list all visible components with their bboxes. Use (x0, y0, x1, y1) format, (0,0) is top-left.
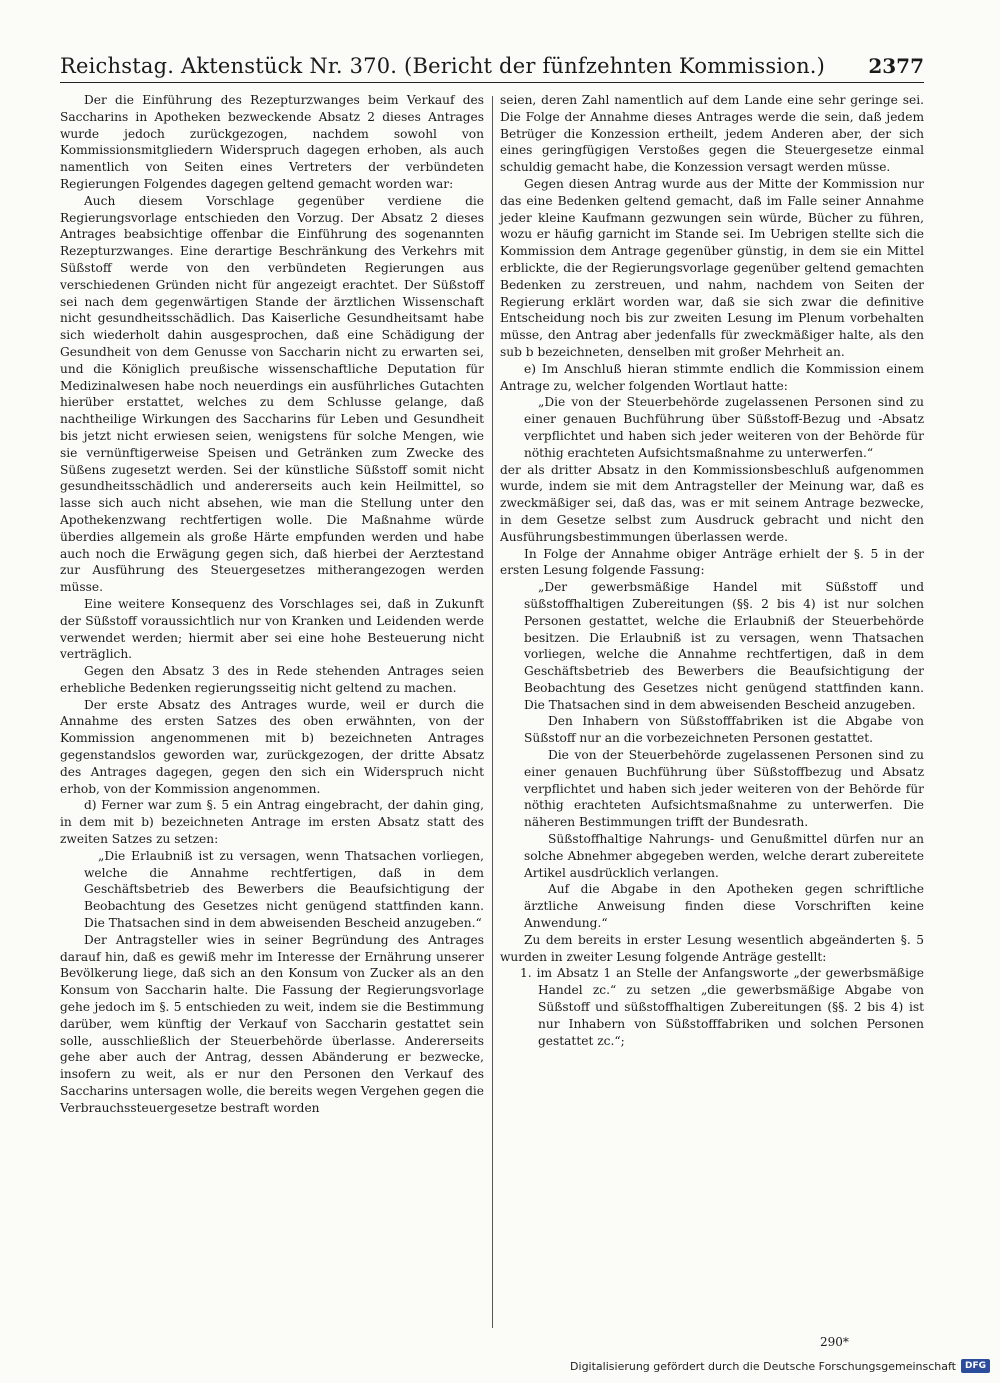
paragraph: Eine weitere Konsequenz des Vorschlages sei, daß in Zukunft der Süßstoff voraussichtlich nur von Kranken und Leidenden werde verwendet werden; hiermit aber sei eine hohe Besteuerung nicht verträglich. (60, 596, 484, 662)
sheet-signature: 290* (820, 1335, 849, 1349)
footer (570, 1359, 990, 1373)
quoted-text: Süßstoffhaltige Nahrungs- und Genußmittel dürfen nur an solche Abnehmer abgegeben werden, welche derart zubereitete Artikel ausdrücklich verlangen. (524, 832, 924, 880)
list-item: 1. im Absatz 1 an Stelle der Anfangsworte „der gewerbsmäßige Handel zc.“ zu setzen „die gewerbsmäßige Abgabe von Süßstoff und süßstoffhaltigen Zubereitungen (§§. 2 bis 4) ist nur Inhabern von Süßstofffabriken und solchen Personen gestattet zc.“; (520, 966, 924, 1048)
quoted-text: Die von der Steuerbehörde zugelassenen Personen sind zu einer genauen Buchführung über Süßstoffbezug und Absatz verpflichtet und haben sich jeder weiteren von der Behörde für nöthig erachteten Aufsichtsmaßnahme zu unterwerfen. Die näheren Bestimmungen trifft der Bundesrath. (524, 748, 924, 830)
right-column (500, 92, 924, 1049)
paragraph: der als dritter Absatz in den Kommissionsbeschluß aufgenommen wurde, indem sie mit dem Antragsteller der Meinung war, daß es zweckmäßiger sei, daß das, was er mit seinem Antrage bezwecke, in dem Gesetze selbst zum Ausdruck gebracht und nicht den Ausführungsbestimmungen überlassen werde. (500, 462, 924, 544)
paragraph: Zu dem bereits in erster Lesung wesentlich abgeänderten §. 5 wurden in zweiter Lesung folgende Anträge gestellt: (500, 932, 924, 964)
column-divider (492, 96, 493, 1328)
paragraph: Der Antragsteller wies in seiner Begründung des Antrages darauf hin, daß es gewiß mehr im Interesse der Ernährung unserer Bevölkerung liege, daß sich an den Konsum von Zucker als an den Konsum von Saccharin halte. Die Fassung der Regierungsvorlage gehe jedoch im §. 5 entschieden zu weit, indem sie die Bestimmung darüber, wem künftig der Verkauf von Saccharin gestattet sein solle, ausschließlich der Steuerbehörde überlasse. Andererseits gehe aber auch der Antrag, dessen Abänderung er bezwecke, insofern zu weit, als er nur den Personen den Verkauf des Saccharins untersagen wolle, die bereits wegen Vergehen gegen die Verbrauchssteuergesetze bestraft worden (60, 932, 484, 1115)
paragraph: Der die Einführung des Rezepturzwanges beim Verkauf des Saccharins in Apotheken bezweckende Absatz 2 dieses Antrages wurde jedoch zurückgezogen, nachdem sowohl von Kommissionsmitgliedern Widerspruch dagegen erhoben, als auch namentlich von Seiten eines Vertreters der verbündeten Regierungen Folgendes dagegen geltend gemacht worden war: (60, 93, 484, 191)
paragraph: Gegen diesen Antrag wurde aus der Mitte der Kommission nur das eine Bedenken geltend gemacht, daß im Falle seiner Annahme jeder kleine Kaufmann gezwungen sein würde, Bücher zu führen, wozu er häufig garnicht im Stande sei. Im Uebrigen stellte sich die Kommission dem Antrage gegenüber günstig, in dem sie ein Mittel erblickte, die der Regierungsvorlage gegenüber geltend gemachten Bedenken zu zerstreuen, und nahm, nachdem von Seiten der Regierung erklärt worden war, daß sie sich zwar die definitive Entscheidung noch bis zur zweiten Lesung im Plenum vorbehalten müsse, den Antrag aber jedenfalls für zweckmäßiger halte, als den sub b bezeichneten, denselben mit großer Mehrheit an. (500, 176, 924, 359)
left-column (60, 92, 484, 1117)
page-number: 2377 (868, 54, 924, 78)
dfg-logo: DFG (961, 1359, 990, 1373)
paragraph: e) Im Anschluß hieran stimmte endlich die Kommission einem Antrage zu, welcher folgenden Wortlaut hatte: (500, 361, 924, 393)
footer-text: Digitalisierung gefördert durch die Deutsche Forschungsgemeinschaft (570, 1359, 956, 1373)
paragraph: Gegen den Absatz 3 des in Rede stehenden Antrages seien erhebliche Bedenken regierungsseitig nicht geltend zu machen. (60, 664, 484, 695)
quoted-text: „Der gewerbsmäßige Handel mit Süßstoff und süßstoffhaltigen Zubereitungen (§§. 2 bis 4) ist nur solchen Personen gestattet, welche die Erlaubniß der Steuerbehörde besitzen. Die Erlaubniß ist zu versagen, wenn Thatsachen vorliegen, welche die Annahme rechtfertigen, daß in dem Geschäftsbetrieb des Bewerbers die Beaufsichtigung der Beobachtung des Gesetzes nicht genügend stattfinden kann. Die Thatsachen sind in dem abweisenden Bescheid anzugeben. (524, 580, 924, 712)
paragraph: In Folge der Annahme obiger Anträge erhielt der §. 5 in der ersten Lesung folgende Fassung: (500, 546, 924, 578)
paragraph: Auch diesem Vorschlage gegenüber verdiene die Regierungsvorlage entschieden den Vorzug. Der Absatz 2 dieses Antrages beabsichtige offenbar die Einführung des sogenannten Rezepturzwanges. Eine derartige Beschränkung des Verkehrs mit Süßstoff werde von den verbündeten Regierungen aus verschiedenen Gründen nicht für angezeigt erachtet. Der Süßstoff sei nach dem gegenwärtigen Stande der ärztlichen Wissenschaft nicht gesundheitsschädlich. Das Kaiserliche Gesundheitsamt habe sich wiederholt dahin ausgesprochen, daß eine Schädigung der Gesundheit von dem Genusse von Saccharin nicht zu erwarten sei, und die Königlich preußische wissenschaftliche Deputation für Medizinalwesen habe noch neuerdings ein ausführliches Gutachten hierüber erstattet, welches zu dem Schlusse gelange, daß nachtheilige Wirkungen des Saccharins für Leben und Gesundheit bis jetzt nicht erwiesen seien, wenigstens für solche Mengen, wie sie vernünftigerweise Speisen und Getränken zum Zwecke des Süßens zugesetzt werden. Sei der künstliche Süßstoff somit nicht gesundheitsschädlich und andererseits auch kein Heilmittel, so lasse sich auch nicht absehen, wie man die Stellung unter den Apothekenzwang rechtfertigen wolle. Die Maßnahme würde überdies allgemein als große Härte empfunden werden und habe auch noch die Erwägung gegen sich, daß hierbei der Aerztestand zur Ausführung des Steuergesetzes mitherangezogen werden müsse. (60, 193, 484, 595)
quoted-text: Auf die Abgabe in den Apotheken gegen schriftliche ärztliche Anweisung finden diese Vorschriften keine Anwendung.“ (524, 882, 924, 931)
paragraph: Der erste Absatz des Antrages wurde, weil er durch die Annahme des ersten Satzes des oben erwähnten, von der Kommission angenommenen mit b) bezeichneten Antrages gegenstandslos geworden war, zurückgezogen, der dritte Absatz des Antrages dagegen, gegen den sich ein Widerspruch nicht erhob, von der Kommission angenommen. (60, 697, 484, 796)
quoted-text: „Die Erlaubniß ist zu versagen, wenn Thatsachen vorliegen, welche die Annahme rechtfertigen, daß in dem Geschäftsbetrieb des Bewerbers die Beaufsichtigung der Beobachtung des Gesetzes nicht genügend stattfinden kann. Die Thatsachen sind in dem abweisenden Bescheid anzugeben.“ (84, 848, 484, 931)
quoted-text: Den Inhabern von Süßstofffabriken ist die Abgabe von Süßstoff nur an die vorbezeichneten Personen gestattet. (524, 714, 924, 746)
paragraph: seien, deren Zahl namentlich auf dem Lande eine sehr geringe sei. Die Folge der Annahme dieses Antrages werde die sein, daß jedem Betrüger die Konzession ertheilt, jedem Anderen aber, der sich eines geringfügigen Verstoßes gegen die Steuergesetze einmal schuldig gemacht habe, die Konzession versagt werden müsse. (500, 93, 924, 175)
header-title: Reichstag. Aktenstück Nr. 370. (Bericht der fünfzehnten Kommission.) (60, 54, 826, 78)
page-header (60, 44, 924, 83)
paragraph: d) Ferner war zum §. 5 ein Antrag eingebracht, der dahin ging, in dem mit b) bezeichneten Antrage im ersten Absatz statt des zweiten Satzes zu setzen: (60, 798, 484, 847)
quoted-text: „Die von der Steuerbehörde zugelassenen Personen sind zu einer genauen Buchführung über Süßstoff-Bezug und -Absatz verpflichtet und haben sich jeder weiteren von der Behörde für nöthig erachteten Aufsichtsmaßnahme zu unterwerfen.“ (524, 395, 924, 460)
